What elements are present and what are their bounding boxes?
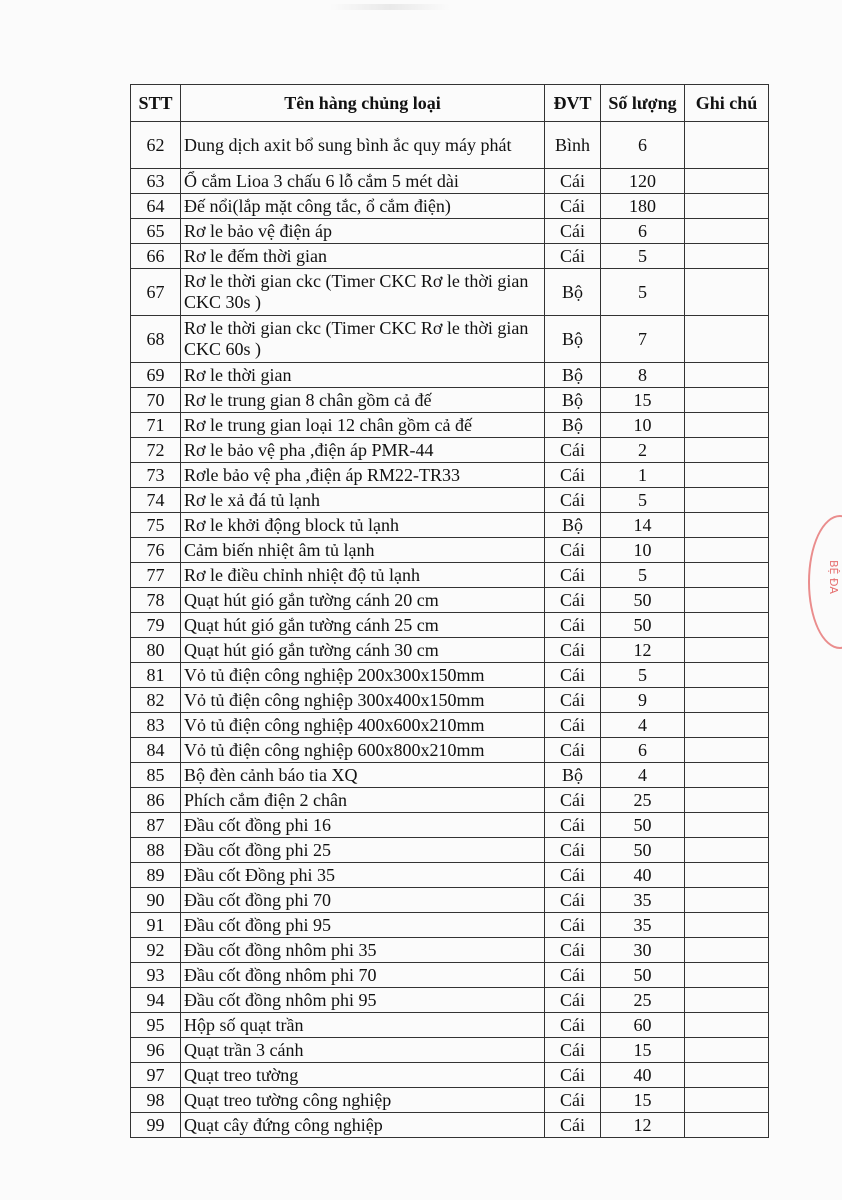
cell-note xyxy=(685,244,769,269)
cell-stt: 94 xyxy=(131,988,181,1013)
cell-quantity: 35 xyxy=(601,888,685,913)
cell-note xyxy=(685,219,769,244)
cell-quantity: 5 xyxy=(601,269,685,316)
cell-quantity: 25 xyxy=(601,988,685,1013)
cell-stt: 67 xyxy=(131,269,181,316)
cell-unit: Cái xyxy=(545,613,601,638)
cell-note xyxy=(685,963,769,988)
table-row xyxy=(131,713,769,738)
cell-note xyxy=(685,1088,769,1113)
header-name: Tên hàng chủng loại xyxy=(181,85,545,122)
cell-stt: 99 xyxy=(131,1113,181,1138)
table-row xyxy=(131,269,769,316)
cell-stt: 82 xyxy=(131,688,181,713)
cell-unit: Cái xyxy=(545,913,601,938)
cell-note xyxy=(685,194,769,219)
cell-unit: Cái xyxy=(545,1063,601,1088)
cell-stt: 87 xyxy=(131,813,181,838)
cell-stt: 96 xyxy=(131,1038,181,1063)
cell-stt: 92 xyxy=(131,938,181,963)
cell-note xyxy=(685,513,769,538)
cell-stt: 66 xyxy=(131,244,181,269)
cell-unit: Cái xyxy=(545,988,601,1013)
cell-unit: Cái xyxy=(545,788,601,813)
cell-note xyxy=(685,863,769,888)
cell-unit: Cái xyxy=(545,1113,601,1138)
cell-quantity: 6 xyxy=(601,738,685,763)
cell-unit: Cái xyxy=(545,713,601,738)
cell-note xyxy=(685,938,769,963)
table-row xyxy=(131,438,769,463)
cell-note xyxy=(685,463,769,488)
cell-stt: 63 xyxy=(131,169,181,194)
cell-unit: Cái xyxy=(545,1013,601,1038)
stamp-fragment-text: BỆ ĐA xyxy=(827,560,840,594)
table-row xyxy=(131,913,769,938)
table-row xyxy=(131,688,769,713)
cell-note xyxy=(685,813,769,838)
cell-quantity: 50 xyxy=(601,613,685,638)
table-row xyxy=(131,563,769,588)
cell-unit: Bộ xyxy=(545,763,601,788)
cell-note xyxy=(685,388,769,413)
table-header-row xyxy=(131,85,769,122)
cell-unit: Cái xyxy=(545,838,601,863)
cell-note xyxy=(685,588,769,613)
cell-quantity: 10 xyxy=(601,413,685,438)
cell-item-name: Cảm biến nhiệt âm tủ lạnh xyxy=(181,538,545,563)
cell-item-name: Đầu cốt đồng phi 70 xyxy=(181,888,545,913)
cell-quantity: 4 xyxy=(601,713,685,738)
cell-quantity: 50 xyxy=(601,963,685,988)
cell-note xyxy=(685,913,769,938)
cell-note xyxy=(685,538,769,563)
cell-quantity: 40 xyxy=(601,1063,685,1088)
cell-item-name: Đầu cốt đồng nhôm phi 35 xyxy=(181,938,545,963)
cell-stt: 89 xyxy=(131,863,181,888)
cell-quantity: 35 xyxy=(601,913,685,938)
cell-note xyxy=(685,1113,769,1138)
cell-item-name: Quạt hút gió gắn tường cánh 20 cm xyxy=(181,588,545,613)
cell-item-name: Rơ le bảo vệ pha ,điện áp PMR-44 xyxy=(181,438,545,463)
table-row xyxy=(131,363,769,388)
table-row xyxy=(131,1013,769,1038)
cell-quantity: 14 xyxy=(601,513,685,538)
cell-stt: 86 xyxy=(131,788,181,813)
cell-stt: 97 xyxy=(131,1063,181,1088)
cell-quantity: 60 xyxy=(601,1013,685,1038)
cell-stt: 73 xyxy=(131,463,181,488)
table-row xyxy=(131,963,769,988)
cell-quantity: 50 xyxy=(601,813,685,838)
cell-item-name: Rơ le đếm thời gian xyxy=(181,244,545,269)
cell-stt: 85 xyxy=(131,763,181,788)
table-row xyxy=(131,244,769,269)
cell-quantity: 15 xyxy=(601,1038,685,1063)
cell-unit: Bộ xyxy=(545,388,601,413)
cell-item-name: Vỏ tủ điện công nghiệp 200x300x150mm xyxy=(181,663,545,688)
cell-unit: Bộ xyxy=(545,413,601,438)
cell-stt: 62 xyxy=(131,122,181,169)
cell-quantity: 9 xyxy=(601,688,685,713)
cell-note xyxy=(685,1013,769,1038)
cell-stt: 75 xyxy=(131,513,181,538)
cell-stt: 98 xyxy=(131,1088,181,1113)
cell-item-name: Rơ le khởi động block tủ lạnh xyxy=(181,513,545,538)
cell-quantity: 12 xyxy=(601,1113,685,1138)
cell-note xyxy=(685,988,769,1013)
table-row xyxy=(131,638,769,663)
cell-unit: Cái xyxy=(545,169,601,194)
cell-stt: 80 xyxy=(131,638,181,663)
cell-item-name: Đầu cốt đồng nhôm phi 95 xyxy=(181,988,545,1013)
table-row xyxy=(131,938,769,963)
header-dvt: ĐVT xyxy=(545,85,601,122)
cell-quantity: 180 xyxy=(601,194,685,219)
cell-item-name: Rơ le trung gian 8 chân gồm cả đế xyxy=(181,388,545,413)
cell-stt: 95 xyxy=(131,1013,181,1038)
cell-note xyxy=(685,563,769,588)
cell-item-name: Hộp số quạt trần xyxy=(181,1013,545,1038)
cell-unit: Bộ xyxy=(545,363,601,388)
cell-quantity: 5 xyxy=(601,563,685,588)
cell-unit: Cái xyxy=(545,194,601,219)
cell-quantity: 40 xyxy=(601,863,685,888)
cell-item-name: Quạt treo tường công nghiệp xyxy=(181,1088,545,1113)
cell-item-name: Phích cắm điện 2 chân xyxy=(181,788,545,813)
cell-quantity: 7 xyxy=(601,316,685,363)
cell-stt: 84 xyxy=(131,738,181,763)
cell-note xyxy=(685,316,769,363)
cell-stt: 72 xyxy=(131,438,181,463)
cell-item-name: Đầu cốt Đồng phi 35 xyxy=(181,863,545,888)
table-row xyxy=(131,388,769,413)
cell-quantity: 120 xyxy=(601,169,685,194)
table-row xyxy=(131,1088,769,1113)
table-row xyxy=(131,1038,769,1063)
cell-quantity: 50 xyxy=(601,838,685,863)
cell-stt: 91 xyxy=(131,913,181,938)
cell-item-name: Đầu cốt đồng phi 25 xyxy=(181,838,545,863)
cell-quantity: 6 xyxy=(601,219,685,244)
cell-note xyxy=(685,269,769,316)
cell-unit: Cái xyxy=(545,738,601,763)
table-row xyxy=(131,788,769,813)
table-row xyxy=(131,813,769,838)
cell-quantity: 50 xyxy=(601,588,685,613)
cell-stt: 64 xyxy=(131,194,181,219)
cell-item-name: Bộ đèn cảnh báo tia XQ xyxy=(181,763,545,788)
cell-note xyxy=(685,738,769,763)
cell-quantity: 5 xyxy=(601,244,685,269)
cell-unit: Cái xyxy=(545,813,601,838)
table-row xyxy=(131,488,769,513)
table-row xyxy=(131,169,769,194)
cell-quantity: 30 xyxy=(601,938,685,963)
cell-unit: Bộ xyxy=(545,269,601,316)
header-stt: STT xyxy=(131,85,181,122)
cell-quantity: 15 xyxy=(601,1088,685,1113)
cell-item-name: Đế nổi(lắp mặt công tắc, ổ cắm điện) xyxy=(181,194,545,219)
cell-unit: Cái xyxy=(545,638,601,663)
cell-note xyxy=(685,413,769,438)
cell-note xyxy=(685,888,769,913)
cell-quantity: 25 xyxy=(601,788,685,813)
cell-item-name: Rơ le bảo vệ điện áp xyxy=(181,219,545,244)
table-row xyxy=(131,613,769,638)
cell-unit: Cái xyxy=(545,463,601,488)
table-row xyxy=(131,122,769,169)
table-row xyxy=(131,194,769,219)
cell-note xyxy=(685,488,769,513)
cell-item-name: Rơ le thời gian xyxy=(181,363,545,388)
table-body xyxy=(131,122,769,1138)
cell-item-name: Ổ cắm Lioa 3 chấu 6 lỗ cắm 5 mét dài xyxy=(181,169,545,194)
cell-stt: 83 xyxy=(131,713,181,738)
cell-item-name: Quạt trần 3 cánh xyxy=(181,1038,545,1063)
cell-note xyxy=(685,763,769,788)
cell-stt: 93 xyxy=(131,963,181,988)
table-row xyxy=(131,763,769,788)
table-row xyxy=(131,863,769,888)
items-table xyxy=(130,84,769,1138)
cell-quantity: 12 xyxy=(601,638,685,663)
cell-item-name: Rơ le xả đá tủ lạnh xyxy=(181,488,545,513)
table-row xyxy=(131,1113,769,1138)
cell-stt: 88 xyxy=(131,838,181,863)
cell-note xyxy=(685,713,769,738)
cell-item-name: Đầu cốt đồng phi 16 xyxy=(181,813,545,838)
cell-unit: Bộ xyxy=(545,316,601,363)
cell-item-name: Vỏ tủ điện công nghiệp 400x600x210mm xyxy=(181,713,545,738)
cell-unit: Cái xyxy=(545,963,601,988)
cell-note xyxy=(685,169,769,194)
cell-note xyxy=(685,688,769,713)
cell-stt: 90 xyxy=(131,888,181,913)
cell-stt: 78 xyxy=(131,588,181,613)
cell-note xyxy=(685,122,769,169)
table-row xyxy=(131,888,769,913)
cell-item-name: Rơ le thời gian ckc (Timer CKC Rơ le thời gian CKC 30s ) xyxy=(181,269,545,316)
header-note: Ghi chú xyxy=(685,85,769,122)
cell-quantity: 1 xyxy=(601,463,685,488)
cell-unit: Cái xyxy=(545,244,601,269)
cell-item-name: Rơ le trung gian loại 12 chân gồm cả đế xyxy=(181,413,545,438)
cell-stt: 76 xyxy=(131,538,181,563)
cell-item-name: Đầu cốt đồng nhôm phi 70 xyxy=(181,963,545,988)
table-row xyxy=(131,538,769,563)
cell-unit: Cái xyxy=(545,219,601,244)
cell-item-name: Quạt treo tường xyxy=(181,1063,545,1088)
cell-unit: Bộ xyxy=(545,513,601,538)
table-row xyxy=(131,663,769,688)
cell-stt: 70 xyxy=(131,388,181,413)
table-row xyxy=(131,316,769,363)
scan-artifact xyxy=(330,4,450,10)
cell-item-name: Rơ le thời gian ckc (Timer CKC Rơ le thời gian CKC 60s ) xyxy=(181,316,545,363)
cell-quantity: 5 xyxy=(601,488,685,513)
cell-unit: Cái xyxy=(545,688,601,713)
cell-unit: Cái xyxy=(545,1038,601,1063)
table-row xyxy=(131,988,769,1013)
table-row xyxy=(131,219,769,244)
cell-note xyxy=(685,788,769,813)
cell-stt: 77 xyxy=(131,563,181,588)
cell-quantity: 6 xyxy=(601,122,685,169)
cell-unit: Cái xyxy=(545,563,601,588)
table-row xyxy=(131,588,769,613)
cell-quantity: 5 xyxy=(601,663,685,688)
cell-note xyxy=(685,438,769,463)
cell-note xyxy=(685,613,769,638)
cell-unit: Cái xyxy=(545,938,601,963)
header-qty: Số lượng xyxy=(601,85,685,122)
cell-quantity: 2 xyxy=(601,438,685,463)
cell-item-name: Quạt hút gió gắn tường cánh 25 cm xyxy=(181,613,545,638)
cell-item-name: Rơle bảo vệ pha ,điện áp RM22-TR33 xyxy=(181,463,545,488)
cell-item-name: Quạt cây đứng công nghiệp xyxy=(181,1113,545,1138)
cell-unit: Cái xyxy=(545,538,601,563)
cell-note xyxy=(685,1038,769,1063)
cell-unit: Cái xyxy=(545,888,601,913)
cell-unit: Cái xyxy=(545,588,601,613)
table-row xyxy=(131,738,769,763)
cell-stt: 74 xyxy=(131,488,181,513)
cell-item-name: Rơ le điều chỉnh nhiệt độ tủ lạnh xyxy=(181,563,545,588)
cell-note xyxy=(685,1063,769,1088)
cell-stt: 81 xyxy=(131,663,181,688)
cell-unit: Cái xyxy=(545,1088,601,1113)
cell-stt: 71 xyxy=(131,413,181,438)
cell-unit: Cái xyxy=(545,863,601,888)
table-row xyxy=(131,513,769,538)
cell-item-name: Vỏ tủ điện công nghiệp 600x800x210mm xyxy=(181,738,545,763)
cell-unit: Cái xyxy=(545,438,601,463)
cell-item-name: Quạt hút gió gắn tường cánh 30 cm xyxy=(181,638,545,663)
cell-item-name: Dung dịch axit bổ sung bình ắc quy máy phát xyxy=(181,122,545,169)
cell-quantity: 10 xyxy=(601,538,685,563)
cell-unit: Bình xyxy=(545,122,601,169)
table-row xyxy=(131,838,769,863)
cell-stt: 69 xyxy=(131,363,181,388)
table-row xyxy=(131,413,769,438)
cell-note xyxy=(685,838,769,863)
cell-note xyxy=(685,663,769,688)
cell-item-name: Vỏ tủ điện công nghiệp 300x400x150mm xyxy=(181,688,545,713)
cell-unit: Cái xyxy=(545,663,601,688)
cell-unit: Cái xyxy=(545,488,601,513)
cell-stt: 79 xyxy=(131,613,181,638)
cell-note xyxy=(685,363,769,388)
cell-quantity: 8 xyxy=(601,363,685,388)
table-row xyxy=(131,463,769,488)
cell-stt: 68 xyxy=(131,316,181,363)
cell-note xyxy=(685,638,769,663)
cell-quantity: 4 xyxy=(601,763,685,788)
cell-item-name: Đầu cốt đồng phi 95 xyxy=(181,913,545,938)
cell-quantity: 15 xyxy=(601,388,685,413)
cell-stt: 65 xyxy=(131,219,181,244)
table-row xyxy=(131,1063,769,1088)
